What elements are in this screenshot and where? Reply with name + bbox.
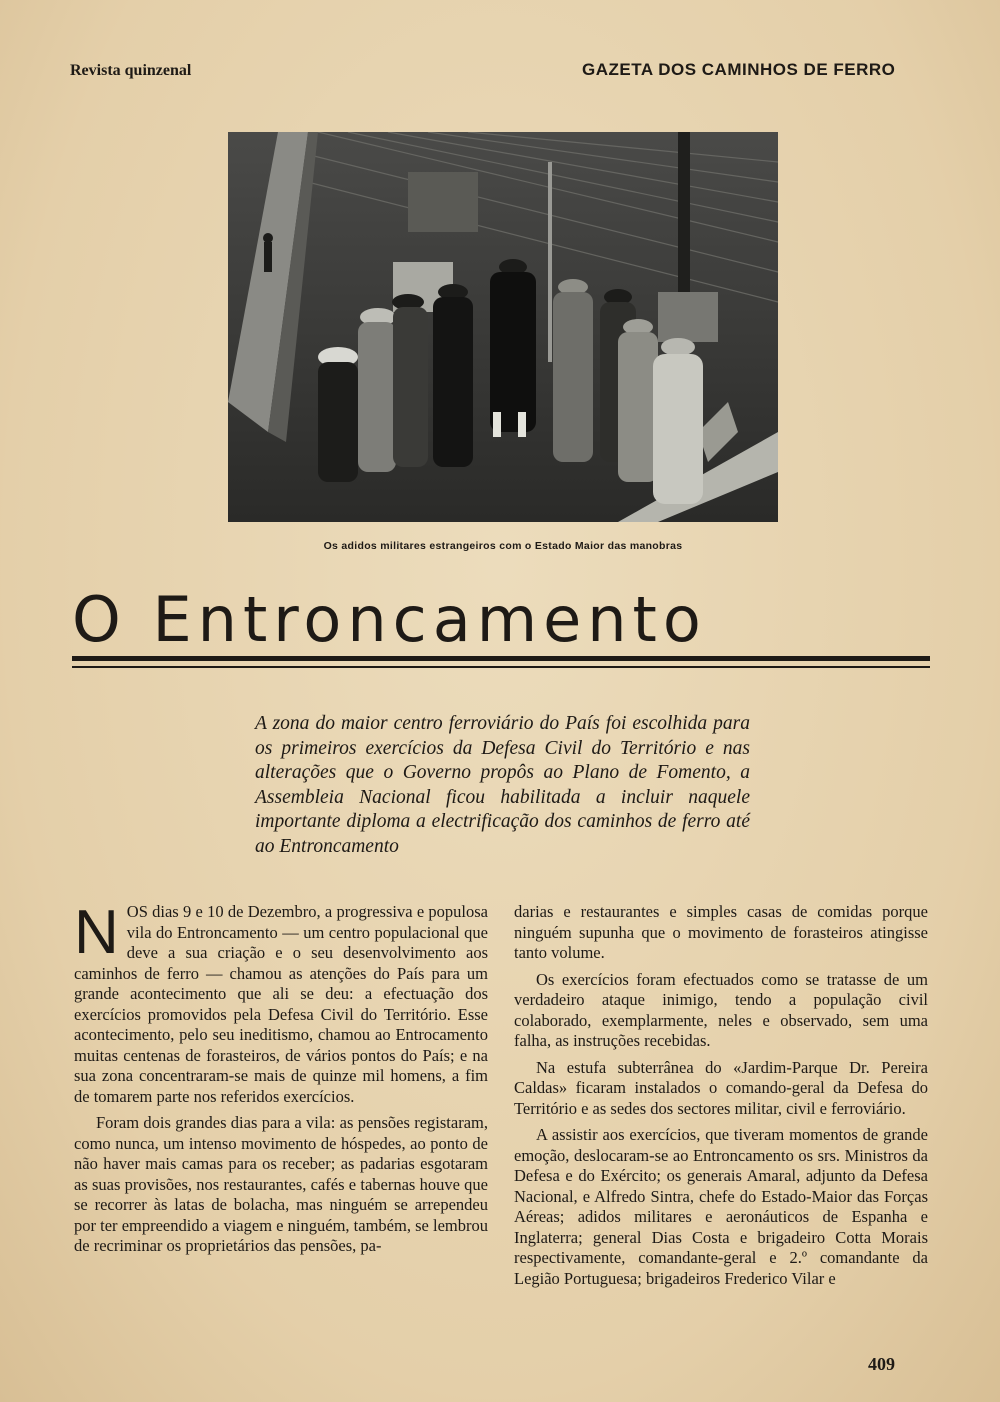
title-rule-thin: [72, 666, 930, 668]
paragraph: darias e restaurantes e simples casas de comidas porque ninguém supunha que o movimento de forasteiros atingisse tanto volume.: [514, 902, 928, 962]
paragraph: Na estufa subterrânea do «Jardim-Parque Dr. Pereira Caldas» ficaram instalados o comando-geral da Defesa do Território e as sedes dos sectores militar, civil e ferroviário.: [514, 1057, 928, 1118]
title-rule-thick: [72, 656, 930, 661]
paragraph: A assistir aos exercícios, que tiveram momentos de grande emoção, deslocaram-se ao Entroncamento os srs. Ministros da Defesa e do Exército; os generais Amaral, adjunto da Defesa Nacional, e Alfredo Sintra, chefe do Estado-Maior das Forças Aéreas; adidos militares e aeronáuticos de Espanha e Inglaterra; general Dias Costa e brigadeiro Cotta Morais respectivamente, comandante-geral e 2.º comandante da Legião Portuguesa; brigadeiros Frederico Vilar e: [514, 1125, 928, 1288]
paragraph-text: OS dias 9 e 10 de Dezembro, a progressiva e populosa vila do Entroncamento — um centro populacional que deve a sua criação e o seu desenvolvimento aos caminhos de ferro — chamou as atenções do País para um grande acontecimento que ali se deu: a efectuação dos exercícios promovidos pela Defesa Civil do Território. Esse acontecimento, pelo seu ineditismo, chamou ao Entrocamento muitas centenas de forasteiros, de vários pontos do País; e na sua zona concentraram-se mais de quinze mil homens, a fim de tomarem parte nos referidos exercícios.: [74, 902, 488, 1106]
drop-cap: N: [74, 898, 119, 967]
photo-illustration: [228, 132, 778, 522]
text-column-right: [514, 902, 928, 1295]
page-number: 409: [868, 1354, 895, 1374]
paragraph: Os exercícios foram efectuados como se tratasse de um verdadeiro ataque inimigo, tendo a população civil colaborado, exemplarmente, neles e observado, sem uma falha, as instruções recebidas.: [514, 969, 928, 1050]
article-lede: A zona do maior centro ferroviário do País foi escolhida para os primeiros exercícios da Defesa Civil do Território e nas alterações que o Governo propôs ao Plano de Fomento, a Assembleia Nacional ficou habilitada a incluir naquele importante diploma a electrificação dos caminhos de ferro até ao Entroncamento: [255, 713, 750, 857]
article-title: O Entroncamento: [72, 583, 707, 656]
paragraph: [74, 898, 488, 1107]
running-head-right: GAZETA DOS CAMINHOS DE FERRO: [582, 60, 896, 79]
paragraph: Foram dois grandes dias para a vila: as pensões registaram, como nunca, um intenso movimento de hóspedes, ao ponto de não haver mais camas para os receber; as padarias esgotaram as suas provisões, nos restaurantes, cafés e tabernas houve que se recorrer às latas de bolacha, mas ninguém se arrependeu por ter empreendido a viagem e ninguém, também, se lembrou de recriminar os proprietários das pensões, pa-: [74, 1113, 488, 1255]
text-column-left: [74, 898, 488, 1263]
article-photograph: [228, 132, 778, 522]
running-head-left: Revista quinzenal: [70, 62, 192, 79]
photo-caption: Os adidos militares estrangeiros com o Estado Maior das manobras: [323, 540, 683, 552]
